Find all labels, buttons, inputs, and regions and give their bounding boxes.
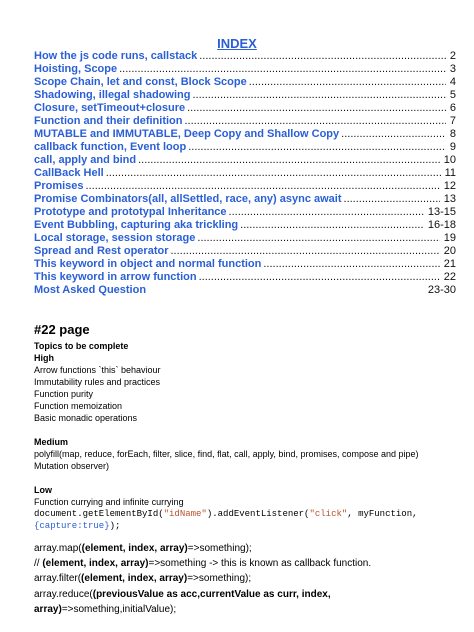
toc-entry[interactable] [34,167,456,181]
code-part: ).addEventListener( [206,509,310,519]
high-item: Function purity [34,389,94,399]
toc-leader [339,128,446,140]
toc-entry[interactable] [34,128,456,142]
medium-line: polyfill(map, reduce, forEach, filter, slice, find, flat, call, apply, bind, promises, compose and pipe) [34,449,419,459]
text-run: =>something -> this is known as callback function. [148,558,372,569]
toc-entry[interactable] [34,206,456,220]
toc-entry[interactable] [34,284,456,298]
toc-leader [197,50,446,62]
text-run-bold: array) [34,604,62,615]
toc-entry[interactable] [34,245,456,259]
toc-entry-title: Promise Combinators(all, allSettled, race, any) async await [34,193,342,205]
toc-entry-title: Closure, setTimeout+closure [34,102,186,114]
text-run-bold: (previousValue as acc,currentValue as curr, index, [92,589,331,600]
toc-entry[interactable] [34,76,456,90]
toc-entry-title: Local storage, session storage [34,232,196,244]
code-part: ); [109,521,121,531]
array-map-line [34,541,252,556]
medium-heading: Medium [34,437,69,447]
toc-entry-page: 21 [443,258,456,270]
text-run: array.filter( [34,573,82,584]
toc-leader [168,245,439,257]
toc-entry-title: CallBack Hell [34,167,104,179]
toc-leader [342,193,440,205]
code-snippet [34,508,454,532]
code-part: , myFunction, [347,509,418,519]
toc-entry[interactable] [34,141,456,155]
toc-leader [136,154,440,166]
code-string: "idName" [163,509,207,519]
high-item: Function memoization [34,401,123,411]
toc-leader [186,141,446,153]
toc-entry-title: callback function, Event loop [34,141,187,153]
toc-entry-title: How the js code runs, callstack [34,50,198,62]
code-string: "click" [309,509,348,519]
toc-entry-page: 16-18 [427,219,456,231]
array-filter-line [34,571,251,586]
toc-entry-page: 23-30 [427,284,456,296]
toc-entry[interactable] [34,102,456,116]
toc-leader [182,115,445,127]
toc-entry-title: Function and their definition [34,115,183,127]
toc-entry-title: Scope Chain, let and const, Block Scope [34,76,247,88]
low-heading: Low [34,485,52,495]
toc-entry-page: 11 [444,167,456,179]
toc-entry[interactable] [34,154,456,168]
toc-entry-page: 7 [449,115,456,127]
toc-entry-title: Most Asked Question [34,284,147,296]
toc-entry-title: MUTABLE and IMMUTABLE, Deep Copy and Shallow Copy [34,128,340,140]
text-run-bold: (element, index, array) [81,573,188,584]
code-part: document.getElementById( [34,509,164,519]
toc-leader [261,258,439,270]
text-run-bold: (element, index, array) [42,558,149,569]
toc-entry[interactable] [34,89,456,103]
toc-entry-title: Spread and Rest operator [34,245,169,257]
section-title: #22 page [34,322,90,337]
toc-leader [104,167,441,179]
high-item: Immutability rules and practices [34,377,161,387]
toc-entry-page: 8 [449,128,456,140]
toc-leader [227,206,424,218]
toc-entry[interactable] [34,50,456,64]
text-run: array.reduce( [34,589,93,600]
toc-leader [238,219,424,231]
toc-entry[interactable] [34,115,456,129]
text-run: =>something); [187,543,252,554]
toc-entry-title: This keyword in object and normal function [34,258,262,270]
toc-leader [84,180,440,192]
high-heading: High [34,353,54,363]
text-run: // [34,558,43,569]
toc-entry[interactable] [34,232,456,246]
text-run: array.map( [34,543,82,554]
toc-entry-page: 13-15 [427,206,456,218]
toc-leader [195,232,439,244]
toc-leader [117,63,446,75]
toc-leader [247,76,446,88]
topics-heading: Topics to be complete [34,341,129,351]
toc-leader [185,102,446,114]
high-item: Basic monadic operations [34,413,138,423]
high-item: Arrow functions `this` behaviour [34,365,161,375]
toc-entry-title: Shadowing, illegal shadowing [34,89,191,101]
toc-entry[interactable] [34,193,456,207]
toc-entry-page: 20 [443,245,456,257]
text-run-bold: (element, index, array) [81,543,188,554]
toc-entry-title: This keyword in arrow function [34,271,197,283]
toc-entry-page: 12 [443,180,456,192]
toc-entry[interactable] [34,271,456,285]
array-reduce-line [34,587,454,617]
toc-entry[interactable] [34,219,456,233]
toc-entry[interactable] [34,258,456,272]
callback-comment-line [34,556,371,571]
toc-entry-page: 22 [443,271,456,283]
medium-line: Mutation observer) [34,461,110,471]
toc-entry-title: Hoisting, Scope [34,63,118,75]
toc-entry-page: 5 [449,89,456,101]
toc-entry-title: Promises [34,180,84,192]
low-line: Function currying and infinite currying [34,497,184,507]
toc-entry[interactable] [34,63,456,77]
index-title: INDEX [217,36,257,51]
toc-entry-page: 4 [449,76,456,88]
toc-entry-page: 10 [443,154,456,166]
toc-entry-page: 13 [443,193,456,205]
toc-entry-page: 19 [443,232,456,244]
text-run: =>something); [187,573,252,584]
toc-entry-page: 9 [449,141,456,153]
toc-entry-title: Prototype and prototypal Inheritance [34,206,227,218]
toc-leader [190,89,445,101]
toc-entry-page: 3 [449,63,456,75]
toc-leader [197,271,440,283]
text-run: =>something,initialValue); [61,604,177,615]
toc-entry-page: 2 [449,50,456,62]
toc-entry-title: call, apply and bind [34,154,137,166]
toc-entry-title: Event Bubbling, capturing aka trickling [34,219,239,231]
code-keyword: {capture:true} [34,521,110,531]
toc-entry-page: 6 [449,102,456,114]
toc-entry[interactable] [34,180,456,194]
